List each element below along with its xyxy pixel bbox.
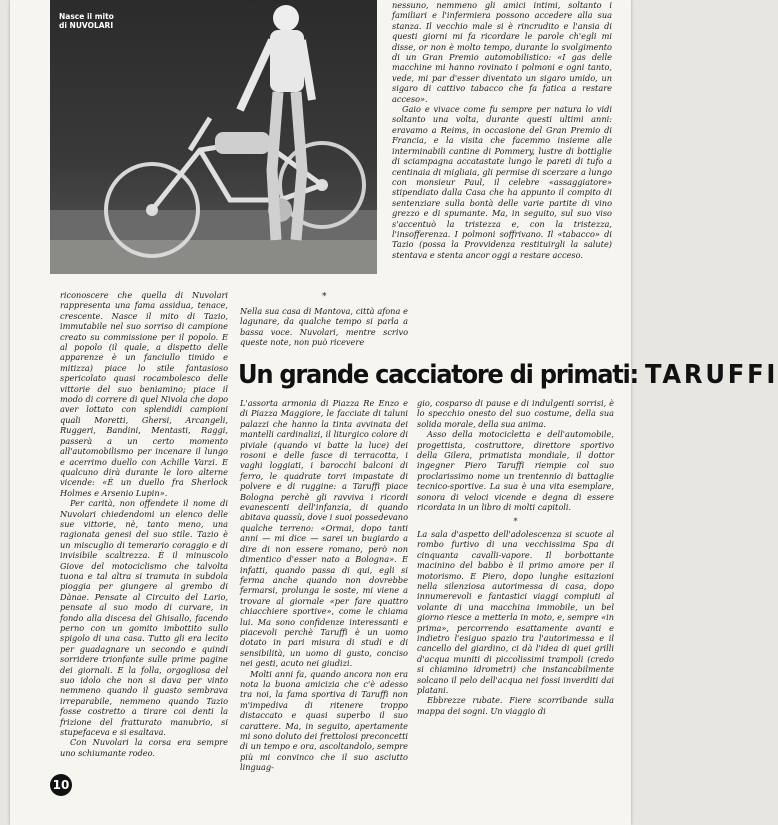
column-left [60,290,228,758]
paragraph: Per carità, non offendete il nome di Nuvolari chiedendomi un elenco delle sue vittorie, nè, tanto meno, una ragionata genesi del suo stile. Tazio è un miscuglio di temerario coraggio e di invisibile scaltrezza. È il minuscolo Giove del motociclismo che talvolta tuona e tal altra si tramuta in subdola pioggia per giungere al grembo di Dànae. Pensate al Circuito del Lario, pensate al suo modo di curvare, in fondo alla discesa del Ghisallo, facendo perno con un gomito imbottito sullo spigolo di una casa. Tutto gli era lecito per guadagnare un secondo e quindi sorridere trionfante sulle prime pagine dei giornali. E la folla, orgogliosa del suo idolo che non si dava per vinto nemmeno quando il guasto sembrava irreparabile, nemmeno quando Tazio fosse costretto a tirare coi denti la frizione del fratturato manubrio, si stupefaceva e si esaltava. [60,498,228,738]
column-right [417,398,614,716]
paragraph: gio, cosparso di pause e di indulgenti sorrisi, è lo specchio onesto del suo costume, della sua solida morale, della sua anima. [417,398,614,429]
photo-caption [59,12,114,30]
motorcycle-rider-illustration [50,0,377,274]
column-middle [240,398,408,773]
paragraph: riconoscere che quella di Nuvolari rappresenta una fama assidua, tenace, crescente. Nasce il mito di Tazio, immutabile nel suo sorriso di campione creato su commissione per il popolo. E al popolo (il quale, a dispetto delle apparenze è un fanciullo timido e mitizza) piace lo stile fantasioso spericolato quasi rocambolesco delle vittorie del suo beniamino; piace il modo di correre di quel Nivola che dopo aver lottato con splendidi campioni quali Moretti, Ghersi, Arcangeli, Ruggeri, Bandini, Mentasti, Raggi, passerà a un certo momento all'automobilismo per incenare il lungo e acerrimo duello con Achille Varzi. E qualcuno dirà durante le loro alterne vicende: «È un duello fra Sherlock Holmes e Arsenio Lupin». [60,290,228,498]
paragraph: Nella sua casa di Mantova, città afona e lagunare, da qualche tempo si parla a bassa voce. Nuvolari, mentre scrivo queste note, non può ricevere [240,306,408,348]
paragraph: Con Nuvolari la corsa era sempre uno schiumante rodeo. [60,737,228,758]
paragraph: Asso della motocicletta e dell'automobile, progettista, costruttore, direttore sportivo della Gilera, primatista mondiale, il dottor ingegner Piero Taruffi riempie col suo proclarissimo nome un trentennio di battaglie tecnico-sportive. La sua è una vita esemplare, sonora di veloci vicende e degna di essere ricordata in un libro di molti capitoli. [417,429,614,513]
page-number: 10 [50,774,72,796]
headline-text: Un grande cacciatore di primati: [238,360,646,390]
column-top-right [392,0,612,260]
paragraph: Ebbrezze rubate. Fiere scorribande sulla mappa dei sogni. Un viaggio di [417,695,614,716]
headline-name: TARUFFI [645,360,778,390]
paragraph: Molti anni fa, quando ancora non era nota la buona amicizia che c'è adesso tra noi, la fama sportiva di Taruffi non m'impediva di ritenere troppo distaccato e quasi superbo il suo carattere. Ma, in seguito, apertamente mi sono doluto dei frettolosi preconcetti di un tempo e ora, ascoltandolo, sempre più mi convinco che il suo asciutto linguag- [240,668,408,773]
paragraph: nessuno, nemmeno gli amici intimi, soltanto i familiari e l'infermiera possono accedere alla sua stanza. Il vecchio male si è rincrudito e l'ansia di questi giorni mi fa ricordare le parole ch'egli mi disse, or non è molto tempo, durante lo svolgimento di un Gran Premio automobilistico: «I gas delle macchine mi hanno rovinato i polmoni e ogni tanto, vede, mi par d'esser diventato un sigaro umido, un sigaro di cattivo tabacco che fa fatica a restare acceso». [392,0,612,104]
column-middle-top [240,306,408,348]
paragraph: Gaio e vivace come fu sempre per natura lo vidi soltanto una volta, durante questi ultimi anni: eravamo a Reims, in occasione del Gran Premio di Francia, e la visita che facemmo insieme alle interminabili cantine di Pommery, lustre di bottiglie di sciampagna accatastate lungo le pareti di tufo a centinaia di migliaia, gli permise di scerzare a lungo con monsieur Paul, il celebre «assaggiatore» stipendiato dalla Casa che ha appunto il compito di sentenziare sulla bontà delle varie partite di vino grezzo e di spumante. Ma, in seguito, sul suo viso s'accentuò la tristezza e, con la tristezza, l'insofferenza. I polmoni soffrivano. Il «tabacco» di Tazio (possa la Provvidenza restituirgli la salute) stentava e stenta ancor oggi a restare acceso. [392,104,612,260]
paragraph: La sala d'aspetto dell'adolescenza si scuote al rombo furtivo di una vecchissima Spa di cinquanta cavalli-vapore. Il borbottante macinino del babbo è il primo amore per il motorismo. E Piero, dopo lunghe esitazioni nella silenziosa autorimessa di casa, dopo innumerevoli e fantastici viaggi compiuti al volante di una macchina immobile, un bel giorno riesce a metterla in moto, e, sempre «in prima», percorrendo esattamente avanti e indietro l'esiguo spazio tra l'autorimessa e il cancello del giardino, ci dà l'idea di quei grilli d'acqua muniti di piccolissimi trampoli (credo si chiamino idrometri) che instancabilmente solcano il pelo dell'acqua nei fossi inverditi dai platani. [417,528,614,695]
photo-caption-line-2: di NUVOLARI [59,21,114,30]
section-divider-star: * [322,292,327,302]
photo-caption-line-1: Nasce il mito [59,12,114,21]
nuvolari-photo [50,0,377,274]
paragraph: L'assorta armonia di Piazza Re Enzo e di Piazza Maggiore, le facciate di taluni palazzi che hanno la tinta avvinata dei mantelli cardinalizi, il liturgico colore di piviale (quando vi batte la luce) dei rosoni e delle fasce di terracotta, i vaghi loggiati, i barocchi balconi di ferro, le quadrate torri impastate di polvere e di ruggine: a Taruffi piace Bologna perchè gli ravviva i ricordi evanescenti dell'infanzia, di quando abitava quassù, dove i suoi possedevano qualche terreno: «Ormai, dopo tanti anni — mi dice — sarei un bugiardo a dire di non essere romano, però non dimentico d'esser nato a Bologna». E infatti, quando passa di qui, egli si ferma anche quando non dovrebbe fermarsi, prolunga le soste, mi viene a trovare al giornale «per fare quattro chiacchiere sportive», come le chiama lui. Ma sono confidenze interessanti e piacevoli perchè Taruffi è un uomo dotato in pari misura di studi e di sensibilità, un uomo di gusto, conciso nei gesti, acuto nei giudizi. [240,398,408,669]
article-headline [238,360,778,390]
section-divider-star: * [513,516,518,527]
